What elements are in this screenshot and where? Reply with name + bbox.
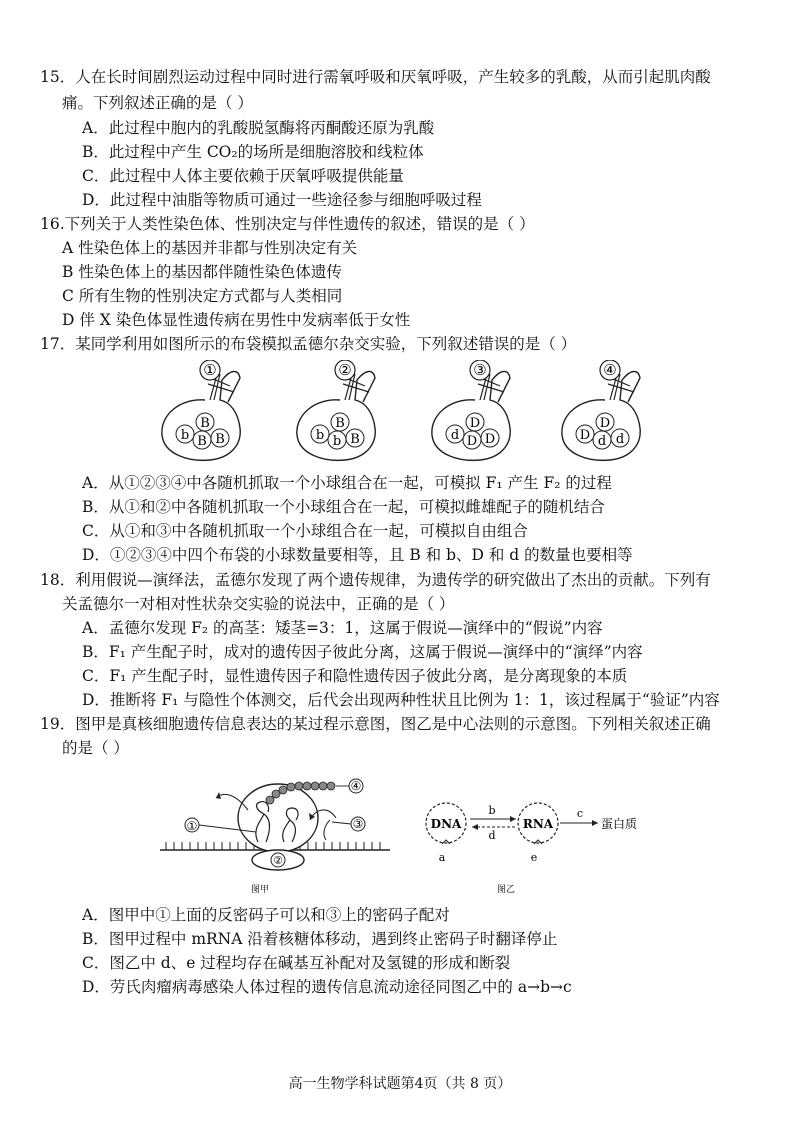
q17-option-a: A．从①②③④中各随机抓取一个小球组合在一起，可模拟 F₁ 产生 F₂ 的过程 (82, 474, 612, 492)
q18-option-c: C．F₁ 产生配子时，显性遗传因子和隐性遗传因子彼此分离，是分离现象的本质 (82, 667, 628, 685)
bag-2-ball-2: b (332, 434, 342, 449)
bag-3-ball-4: D (484, 432, 496, 447)
q16-option-b: B 性染色体上的基因都伴随性染色体遗传 (62, 263, 342, 281)
q19-stem-line1: 19．图甲是真核细胞遗传信息表达的某过程示意图，图乙是中心法则的示意图。下列相关叙述正确 (40, 715, 711, 733)
q19-stem-line2: 的是（ ） (62, 739, 129, 757)
bag-1 (162, 360, 240, 460)
fig-yi-dna: DNA (430, 817, 462, 831)
q17-option-b: B．从①和②中各随机抓取一个小球组合在一起，可模拟雌雄配子的随机结合 (82, 498, 605, 516)
fig-jia-label-4: ④ (350, 779, 362, 793)
q16-option-c: C 所有生物的性别决定方式都与人类相同 (62, 287, 343, 305)
bag-3 (432, 360, 510, 460)
bag-1-label: ① (203, 361, 217, 379)
bag-2-label: ② (338, 361, 352, 379)
bag-1-ball-4: B (215, 432, 225, 447)
q19-option-b: B．图甲过程中 mRNA 沿着核糖体移动，遇到终止密码子时翻译停止 (82, 930, 558, 948)
bag-2-ball-4: B (350, 432, 360, 447)
bag-4-ball-2: d (597, 434, 607, 449)
q19-option-c: C．图乙中 d、e 过程均存在碱基互补配对及氢键的形成和断裂 (82, 954, 511, 972)
fig-jia-label-2: ② (273, 854, 283, 867)
q18-option-a: A．孟德尔发现 F₂ 的高茎：矮茎=3：1，这属于假说—演绎中的“假说”内容 (82, 619, 603, 637)
bag-4-ball-4: d (615, 432, 625, 447)
q18-option-b: B．F₁ 产生配子时，成对的遗传因子彼此分离，这属于假说—演绎中的“演绎”内容 (82, 643, 643, 661)
q15-option-b: B．此过程中产生 CO₂的场所是细胞溶胶和线粒体 (82, 143, 424, 161)
figure-yi-central-dogma (420, 795, 650, 895)
fig-yi-a: a (438, 851, 446, 864)
q17-option-d: D．①②③④中四个布袋的小球数量要相等，且 B 和 b、D 和 d 的数量也要相等 (82, 546, 633, 564)
q19-option-d: D．劳氏肉瘤病毒感染人体过程的遗传信息流动途径同图乙中的 a→b→c (82, 978, 572, 996)
fig-yi-d: d (488, 829, 496, 842)
bag-1-ball-1: B (200, 416, 210, 431)
fig-yi-caption: 图乙 (496, 885, 516, 895)
q16-stem: 16.下列关于人类性染色体、性别决定与伴性遗传的叙述，错误的是（ ） (40, 215, 535, 233)
bag-1-ball-3: b (180, 428, 190, 443)
fig-jia-caption: 图甲 (250, 885, 270, 895)
bag-4-ball-3: D (579, 428, 591, 443)
page-footer: 高一生物学科试题第4页（共 8 页） (288, 1076, 512, 1092)
q15-stem-line1: 15．人在长时间剧烈运动过程中同时进行需氧呼吸和厌氧呼吸，产生较多的乳酸，从而引起肌肉酸 (40, 68, 711, 86)
q17-option-c: C．从①和③中各随机抓取一个小球组合在一起，可模拟自由组合 (82, 522, 528, 540)
bag-2-ball-1: B (335, 416, 345, 431)
bag-2 (297, 360, 375, 460)
q15-option-c: C．此过程中人体主要依赖于厌氧呼吸提供能量 (82, 167, 404, 185)
bag-3-label: ③ (473, 361, 487, 379)
bag-4 (562, 360, 640, 460)
q18-stem-line2: 关孟德尔一对相对性状杂交实验的说法中，正确的是（ ） (62, 595, 455, 613)
fig-yi-c: c (576, 807, 584, 820)
bag-3-ball-1: D (469, 416, 481, 431)
q15-option-d: D．此过程中油脂等物质可通过一些途径参与细胞呼吸过程 (82, 191, 482, 209)
q18-option-d: D．推断将 F₁ 与隐性个体测交，后代会出现两种性状且比例为 1：1，该过程属于“验证”内容 (82, 691, 720, 709)
q17-stem: 17．某同学利用如图所示的布袋模拟孟德尔杂交实验，下列叙述错误的是（ ） (40, 335, 577, 353)
bag-4-label: ④ (603, 361, 617, 379)
figure-jia-translation (160, 770, 390, 898)
q16-option-a: A 性染色体上的基因并非都与性别决定有关 (62, 239, 358, 257)
fig-yi-b: b (488, 804, 496, 817)
bag-4-ball-1: D (599, 416, 611, 431)
fig-yi-rna: RNA (522, 817, 554, 831)
fig-yi-protein: 蛋白质 (601, 817, 638, 831)
bag-1-ball-2: B (197, 434, 207, 449)
fig-jia-label-1: ① (186, 819, 198, 833)
cloth-bags-figure (150, 360, 670, 465)
q15-stem-line2: 痛。下列叙述正确的是（ ） (62, 94, 253, 112)
bag-3-ball-2: D (466, 434, 478, 449)
q16-option-d: D 伴 X 染色体显性遗传病在男性中发病率低于女性 (62, 311, 411, 329)
bag-2-ball-3: b (315, 428, 325, 443)
bag-3-ball-3: d (450, 428, 460, 443)
fig-jia-label-3: ③ (352, 817, 364, 831)
q15-option-a: A．此过程中胞内的乳酸脱氢酶将丙酮酸还原为乳酸 (82, 119, 435, 137)
q18-stem-line1: 18．利用假说—演绎法，孟德尔发现了两个遗传规律，为遗传学的研究做出了杰出的贡献。下列有 (40, 571, 711, 589)
q19-option-a: A．图甲中①上面的反密码子可以和③上的密码子配对 (82, 906, 450, 924)
fig-yi-e: e (530, 851, 538, 864)
